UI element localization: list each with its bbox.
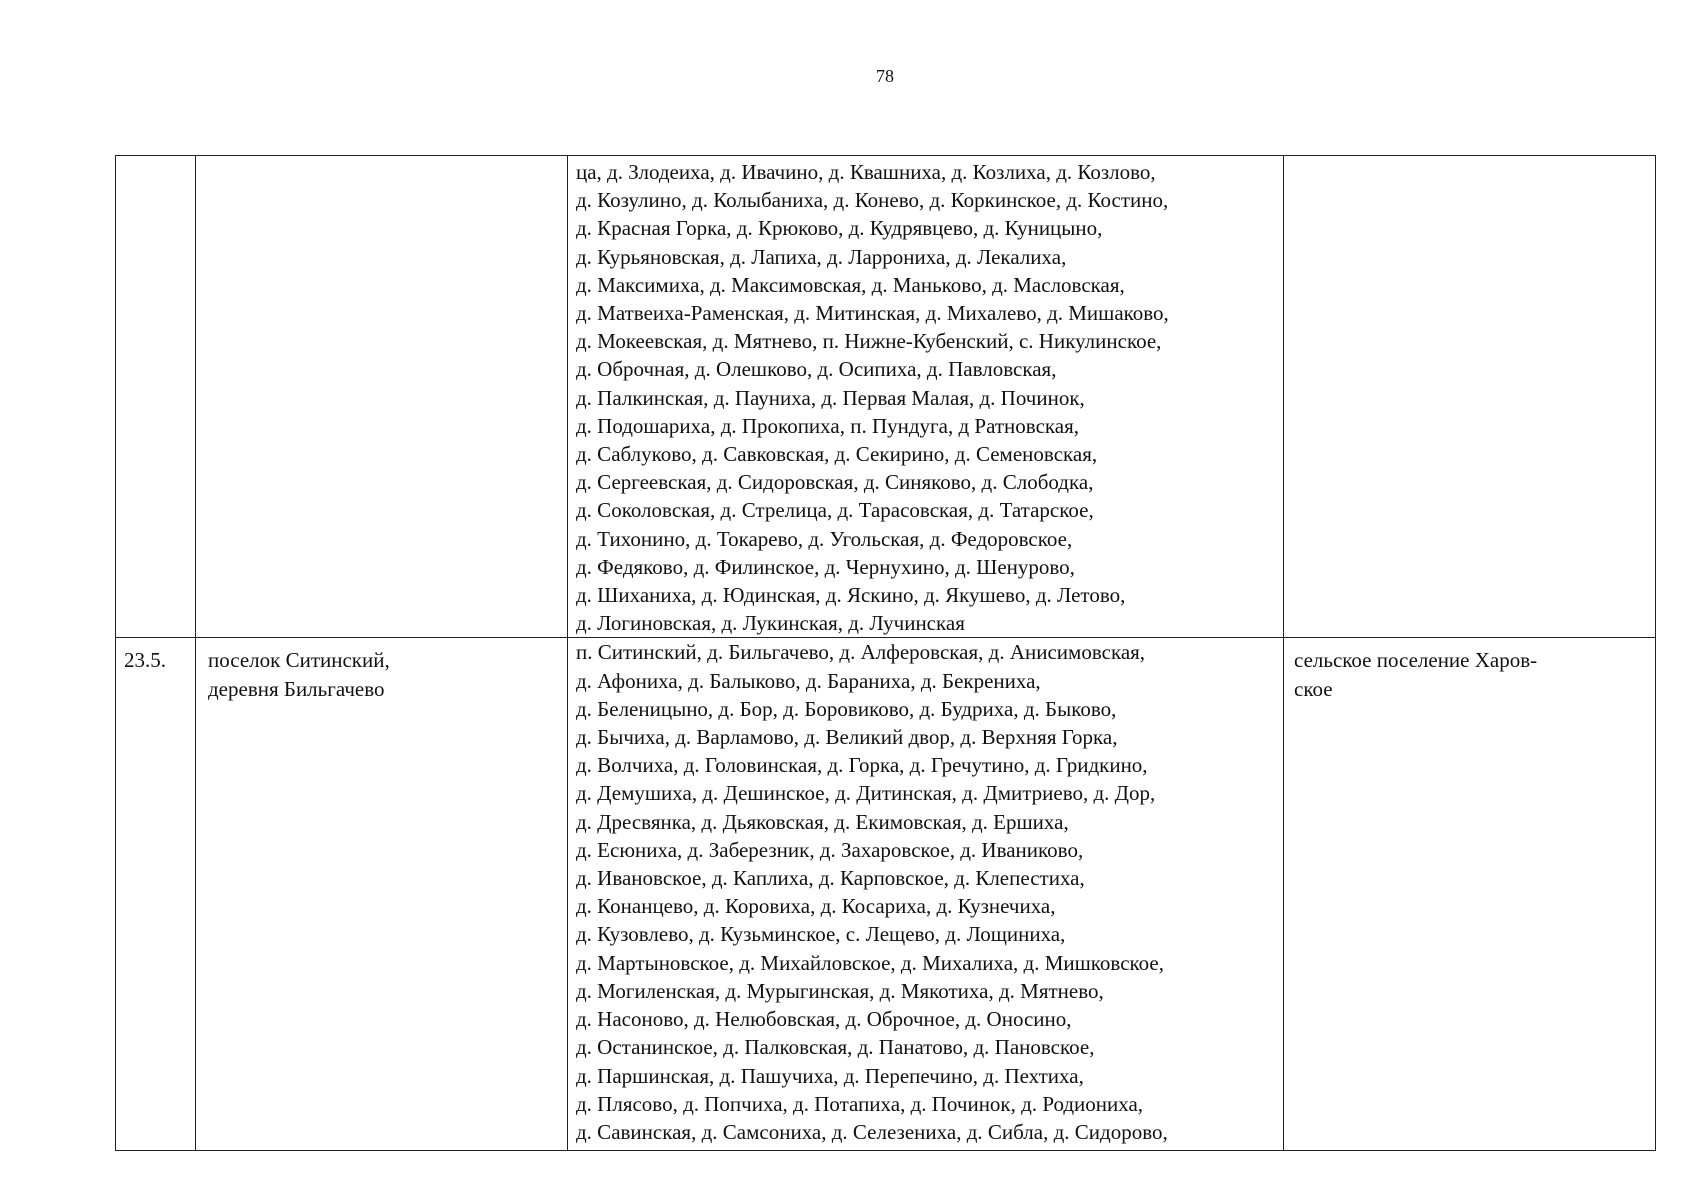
localities-list-cell-line: д. Подошариха, д. Прокопиха, п. Пундуга, д Ратновская,: [576, 413, 1080, 438]
localities-list-cell-line: д. Оброчная, д. Олешково, д. Осипиха, д. Павловская,: [576, 357, 1057, 382]
localities-list-cell-line: д. Савинская, д. Самсониха, д. Селезениха, д. Сибла, д. Сидорово,: [576, 1119, 1168, 1144]
localities-list-cell-line: д. Федяково, д. Филинское, д. Чернухино, д. Шенурово,: [576, 554, 1075, 579]
localities-list-cell-line: д. Дресвянка, д. Дьяковская, д. Екимовская, д. Ершиха,: [576, 809, 1069, 834]
row-number-cell: 23.5.: [116, 638, 196, 1151]
localities-list-cell-line: д. Останинское, д. Палковская, д. Панатово, д. Пановское,: [576, 1035, 1095, 1060]
localities-list-cell: [568, 156, 1284, 638]
table-row: [116, 156, 1656, 638]
localities-list-cell-line: д. Тихонино, д. Токарево, д. Угольская, д. Федоровское,: [576, 526, 1073, 551]
row-number-cell: [116, 156, 196, 638]
settlement-name-cell: [196, 638, 568, 1151]
localities-list-cell-line: п. Ситинский, д. Бильгачево, д. Алферовская, д. Анисимовская,: [576, 640, 1146, 665]
settlement-name-cell: [196, 156, 568, 638]
municipality-cell-line: сельское поселение Харов-: [1294, 648, 1538, 673]
localities-list-cell-line: ца, д. Злодеиха, д. Ивачино, д. Квашниха, д. Козлиха, д. Козлово,: [576, 160, 1156, 184]
municipality-cell: [1284, 638, 1656, 1151]
localities-list-cell-line: д. Конанцево, д. Коровиха, д. Косариха, д. Кузнечиха,: [576, 894, 1056, 919]
localities-list-cell-line: д. Паршинская, д. Пашучиха, д. Перепечино, д. Пехтиха,: [576, 1063, 1084, 1088]
municipality-cell-line: ское: [1294, 676, 1333, 701]
localities-list-cell-line: д. Кузовлево, д. Кузьминское, с. Лещево, д. Лощиниха,: [576, 922, 1066, 947]
municipality-cell: [1284, 156, 1656, 638]
localities-list-cell-line: д. Максимиха, д. Максимовская, д. Маньково, д. Масловская,: [576, 272, 1125, 297]
localities-list-cell-line: д. Логиновская, д. Лукинская, д. Лучинская: [576, 611, 965, 636]
localities-list-cell-line: д. Есюниха, д. Заберезник, д. Захаровское, д. Иваниково,: [576, 837, 1084, 862]
localities-list-cell-line: д. Беленицыно, д. Бор, д. Боровиково, д. Будриха, д. Быково,: [576, 696, 1117, 721]
settlement-name-cell-line: деревня Бильгачево: [208, 676, 385, 701]
localities-list-cell-line: д. Могиленская, д. Мурыгинская, д. Мякотиха, д. Мятнево,: [576, 978, 1104, 1003]
localities-list-cell-line: д. Красная Горка, д. Крюково, д. Кудрявцево, д. Куницыно,: [576, 216, 1103, 241]
localities-list-cell-line: д. Мартыновское, д. Михайловское, д. Михалиха, д. Мишковское,: [576, 950, 1164, 975]
table-row: [116, 638, 1656, 1151]
localities-list-cell-line: д. Волчиха, д. Головинская, д. Горка, д. Гречутино, д. Гридкино,: [576, 753, 1148, 778]
localities-list-cell-line: д. Мокеевская, д. Мятнево, п. Нижне-Кубенский, с. Никулинское,: [576, 329, 1162, 354]
localities-list-cell-line: д. Соколовская, д. Стрелица, д. Тарасовская, д. Татарское,: [576, 498, 1094, 523]
localities-list-cell-line: д. Матвеиха-Раменская, д. Митинская, д. Михалево, д. Мишаково,: [576, 301, 1169, 326]
localities-list-cell-line: д. Палкинская, д. Пауниха, д. Первая Малая, д. Починок,: [576, 385, 1085, 410]
localities-list-cell-line: д. Саблуково, д. Савковская, д. Секирино, д. Семеновская,: [576, 442, 1098, 467]
localities-list-cell-line: д. Демушиха, д. Дешинское, д. Дитинская, д. Дмитриево, д. Дор,: [576, 781, 1156, 806]
localities-list-cell-line: д. Насоново, д. Нелюбовская, д. Оброчное, д. Оносино,: [576, 1007, 1072, 1032]
localities-list-cell-line: д. Козулино, д. Колыбаниха, д. Конево, д. Коркинское, д. Костино,: [576, 188, 1169, 213]
settlements-table: [115, 155, 1656, 1151]
localities-list-cell-line: д. Сергеевская, д. Сидоровская, д. Синяково, д. Слободка,: [576, 470, 1094, 495]
localities-list-cell: [568, 638, 1284, 1151]
page-number: 78: [876, 66, 894, 86]
localities-list-cell-line: д. Плясово, д. Попчиха, д. Потапиха, д. Починок, д. Родиониха,: [576, 1091, 1144, 1116]
localities-list-cell-line: д. Бычиха, д. Варламово, д. Великий двор, д. Верхняя Горка,: [576, 725, 1118, 750]
settlement-name-cell-line: поселок Ситинский,: [208, 648, 390, 673]
localities-list-cell-line: д. Курьяновская, д. Лапиха, д. Ларрониха, д. Лекалиха,: [576, 244, 1067, 269]
localities-list-cell-line: д. Афониха, д. Балыково, д. Бараниха, д. Бекрениха,: [576, 668, 1041, 693]
localities-list-cell-line: д. Шиханиха, д. Юдинская, д. Яскино, д. Якушево, д. Летово,: [576, 583, 1126, 608]
localities-list-cell-line: д. Ивановское, д. Каплиха, д. Карповское, д. Клепестиха,: [576, 866, 1085, 891]
